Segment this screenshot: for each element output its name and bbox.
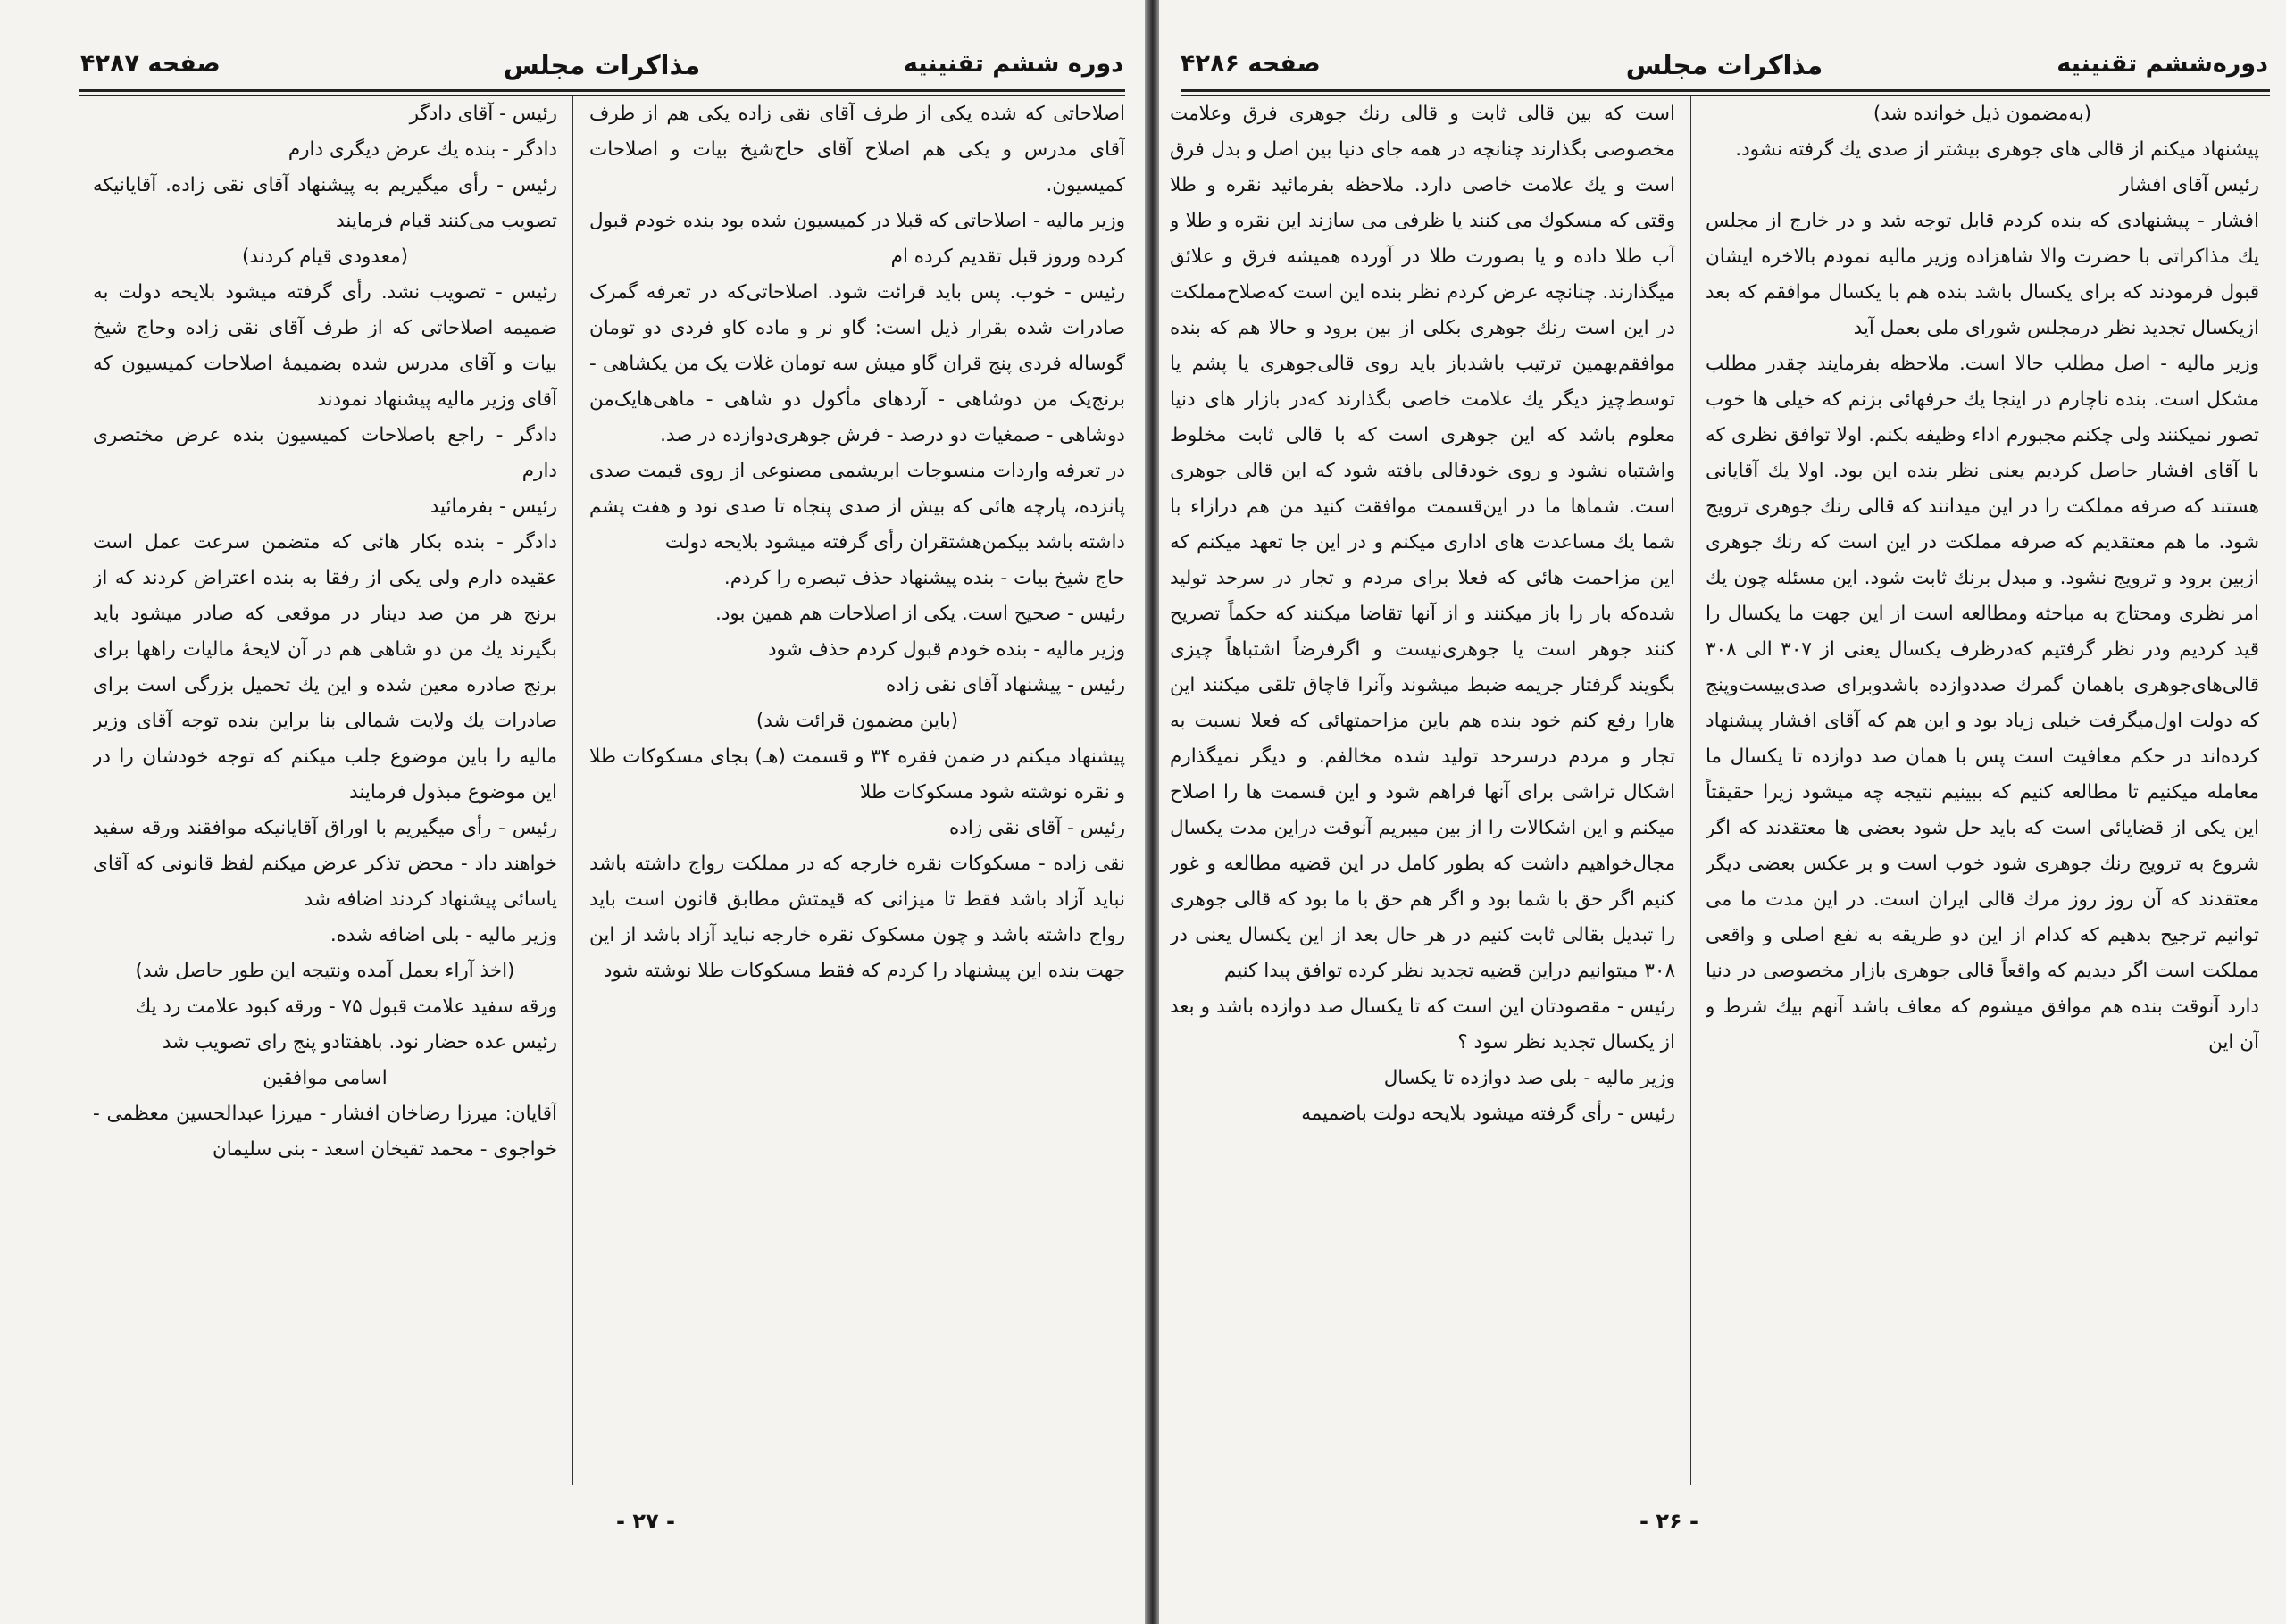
centered-note: (اخذ آراء بعمل آمده ونتیجه این طور حاصل شد)	[135, 960, 515, 982]
paragraph: رئیس - رأی میگیریم به پیشنهاد آقای نقی زاده. آقایانیکه تصویب می‌کنند قیام فرمایند	[93, 174, 557, 232]
paragraph: پیشنهاد میکنم در ضمن فقره ۳۴ و قسمت (هـ) بجای مسکوکات طلا و نقره نوشته شود مسکوکات طلا	[589, 745, 1125, 804]
paragraph: رئیس - رأی گرفته میشود بلایحه دولت باضمیمه	[1301, 1103, 1675, 1125]
paragraph: رئیس - رأی میگیریم با اوراق آقایانیکه موافقند ورقه سفید خواهند داد - محض تذکر عرض میکنم لفظ قانونی که آقای یاسائی پیشنهاد کردند اضافه شد	[93, 817, 557, 911]
paragraph: حاج شیخ بیات - بنده پیشنهاد حذف تبصره را کردم.	[723, 567, 1125, 589]
column-divider	[572, 96, 573, 1485]
paragraph: رئیس - خوب. پس باید قرائت شود. اصلاحاتی‌که در تعرفه گمرک صادرات شده بقرار ذیل است: گاو نر و ماده کاو فردی دو تومان گوساله فردی پنج قران گاو میش سه تومان غلات یک من یکشاهی - برنج‌یک من دوشاهی - آردهای مأکول دو شاهی - ماهی‌ها‌یک‌من دوشاهی - صمغیات دو درصد - فرش جوهری‌دوازده در صد.	[589, 281, 1125, 446]
paragraph: رئیس - بفرمائید	[430, 496, 557, 518]
page-header	[1181, 43, 2268, 89]
paragraph: رئیس - مقصودتان این است که تا یکسال صد دوازده باشد و بعد از یکسال تجدید نظر سود ؟	[1170, 995, 1675, 1054]
centered-note: (به‌مضمون ذیل خوانده شد)	[1873, 103, 2092, 125]
paragraph: وزیر مالیه - اصلاحاتی که قبلا در کمیسیون شده بود بنده خودم قبول کرده وروز قبل تقدیم کرده ام	[589, 210, 1125, 268]
paragraph: دادگر - بنده یك عرض دیگری دارم	[288, 138, 557, 161]
paragraph: وزیر مالیه - بلی اضافه شده.	[330, 924, 557, 946]
page-number-label: صفحه ۴۲۸۶	[1181, 50, 1321, 78]
paragraph: آقایان: میرزا رضاخان افشار - میرزا عبدالحسین معظمی - خواجوی - محمد تقیخان اسعد - بنی سلیمان	[93, 1103, 557, 1161]
text-column-right	[1706, 96, 2259, 1485]
paragraph: رئیس - آقای نقی زاده	[949, 817, 1125, 839]
paragraph: اصلاحاتی که شده یکی از طرف آقای نقی زاده یکی هم از طرف آقای مدرس و یکی هم اصلاح آقای حاج‌شیخ بیات و اصلاحات کمیسیون.	[589, 103, 1125, 196]
session-series: دوره‌ششم تقنینیه	[2057, 50, 2268, 78]
column-divider	[1690, 96, 1691, 1485]
page-footer-number: - ۲۷ -	[616, 1509, 675, 1534]
paragraph: وزیر مالیه - بلی صد دوازده تا یکسال	[1383, 1067, 1675, 1089]
paragraph: وزیر مالیه - اصل مطلب حالا است. ملاحظه بفرمایند چقدر مطلب مشکل است. بنده ناچارم در اینجا یك حرفهائی بزنم که خیلی ها خوب تصور نمیکنند ولی چکنم مجبورم اداء وظیفه بکنم. اولا توافق نظری که با آقای افشار حاصل کردیم یعنی نظر بنده این بود. اولا یك آقایانی هستند که صرفه مملکت را در این میدانند که قالی رنك جوهری ترویج شود. ما هم معتقدیم که صرفه مملکت در این است که رنك جوهری ازبین برود و ترویج نشود. و مبدل برنك ثابت شود. این مسئله چون یك امر نظری ومحتاج به مباحثه ومطالعه است از این جهت ما یکسال را قید کردیم ودر نظر گرفتیم که‌درظرف یکسال یعنی از ۳۰۷ الی ۳۰۸ قالی‌های‌جوهری باهمان گمرك صددوازده باشدوبرای صدی‌بیست‌وپنج که دولت اول‌میگرفت خیلی زیاد بود و این هم که آقای افشار پیشنهاد کرده‌اند در حکم معافیت است پس با همان صد دوازده تا یکسال ما معامله میکنیم تا مطالعه کنیم که ببینیم نتیجه چه میشود زیرا حقیقتاً این یکی از قضایائی است که باید حل شود بعضی ها معتقدند که اگر شروع به ترویج رنك جوهری شود خوب است و بر عکس بعضی دیگر معتقدند که آن روز روز مرك قالی ایران است. در این مدت ما می توانیم ترجیح بدهیم که کدام از این دو طریقه به نفع اصلی و واقعی مملکت است اگر دیدیم که واقعاً قالی جوهری بازار مخصوصی در دنیا دارد آنوقت بنده هم موافق میشوم که معاف باشد آنهم بیك شرط و آن این	[1706, 353, 2259, 1054]
centered-note: اسامی موافقین	[263, 1067, 388, 1089]
paragraph: دادگر - راجع باصلاحات کمیسیون بنده عرض مختصری دارم	[93, 424, 557, 482]
session-series: دوره ششم تقنینیه	[903, 50, 1123, 78]
paragraph: رئیس - آقای دادگر	[409, 103, 557, 125]
running-title: مذاکرات مجلس	[503, 50, 701, 80]
centered-note: (معدودی قیام کردند)	[242, 246, 408, 268]
paragraph: دادگر - بنده بکار هائی که متضمن سرعت عمل است عقیده دارم ولی یکی از رفقا به بنده اعتراض کردند که از برنج هر من صد دینار در موقعی که صادر میشود باید بگیرند یك من دو شاهی هم در آن لایحهٔ مالیات راهها برای برنج صادره معین شده و این یك تحمیل بزرگی است برای صادرات یك ولایت شمالی بنا براین بنده توجه آقای وزیر مالیه را باین موضوع جلب میکنم که توجه خودشان را در این موضوع مبذول فرمایند	[93, 531, 557, 804]
header-rule	[1181, 89, 2270, 96]
text-column-left	[1170, 96, 1675, 1485]
paragraph: افشار - پیشنهادی که بنده کردم قابل توجه شد و در خارج از مجلس یك مذاکراتی با حضرت والا شاهزاده وزیر مالیه نمودم بالاخره ایشان قبول فرمودند که برای یکسال باشد بنده هم با یکسال موافقم که بعد ازیکسال تجدید نظر درمجلس شورای ملی بعمل آید	[1706, 210, 2259, 339]
running-title: مذاکرات مجلس	[1625, 50, 1823, 80]
header-rule	[79, 89, 1125, 96]
paragraph: وزیر مالیه - بنده خودم قبول کردم حذف شود	[767, 638, 1125, 661]
page-number-label: صفحه ۴۲۸۷	[80, 50, 221, 78]
paragraph: نقی زاده - مسکوکات نقره خارجه که در مملکت رواج داشته باشد نباید آزاد باشد فقط تا میزانی که قیمتش مطابق قانون است باید رواج داشته باشد و چون مسکوک نقره خارجه نباید آزاد باشد از این جهت بنده این پیشنهاد را کردم که فقط مسکوکات طلا نوشته شود	[589, 853, 1125, 982]
text-column-left	[93, 96, 557, 1485]
right-page	[1159, 0, 2286, 1624]
centered-note: (باین مضمون قرائت شد)	[755, 710, 959, 732]
paragraph: پیشنهاد میکنم از قالی های جوهری بیشتر از صدی یك گرفته نشود.	[1735, 138, 2259, 161]
page-header	[80, 43, 1123, 89]
paragraph: است که بین قالی ثابت و قالی رنك جوهری فرق وعلامت مخصوصی بگذارند چنانچه در همه جای دنیا بین اصل و بدل فرق است و یك علامت خاصی دارد. ملاحظه بفرمائید نقره و طلا وقتی که مسکوك می کنند یا ظرفی می سازند این نقره و طلا و آب طلا داده و یا بصورت طلا در آورده همیشه فرق و علائق میگذارند. چنانچه عرض کردم نظر بنده این است که‌صلاح‌مملکت در این است رنك جوهری بکلی از بین برود و حالا هم که بنده موافقم‌بهمین ترتیب باشد‌باز باید روی قالی‌جوهری یا پشم یا توسط‌چیز دیگر یك علامت خاصی بگذارند که‌در بازار های دنیا معلوم باشد که این جوهری است که با قالی ثابت مخلوط واشتباه نشود و روی خودقالی بافته شود که این قالی جوهری است. شماها ما در این‌قسمت موافقت کنید من هم درازاء با شما یك مساعدت های اداری میکنم و در این جا تعهد میکنم که این مزاحمت هائی که فعلا برای مردم و تجار در سرحد تولید شده‌که بار را باز میکنند و از آنها تقاضا میکنند که حکماً تصریح کنند جوهر است یا جوهری‌نیست و اگرفرضاً اشتباهاً چیزی بگویند گرفتار جریمه ضبط میشوند وآنرا قاچاق تلقی میکنند این هارا رفع کنم خود بنده هم باین مزاحمتهائی که فعلا نسبت به تجار و مردم درسرحد تولید شده مخالفم. و دیگر نمیگذارم اشکال تراشی برای آنها فراهم شود و این قسمت ها را اصلاح میکنم و این اشکالات را از بین میبریم آنوقت دراین مدت یکسال مجال‌خواهیم داشت که بطور کامل در این قضیه مطالعه و غور کنیم اگر حق با شما بود و اگر هم حق با ما بود که قالی جوهری را تبدیل بقالی ثابت کنیم در هر حال بعد از این یکسال یعنی در ۳۰۸ میتوانیم دراین قضیه تجدید نظر کرده توافق پیدا کنیم	[1170, 103, 1675, 982]
paragraph: رئیس - پیشنهاد آقای نقی زاده	[886, 674, 1125, 696]
book-gutter	[1145, 0, 1159, 1624]
paragraph: رئیس - صحیح است. یکی از اصلاحات هم همین بود.	[714, 603, 1125, 625]
paragraph: رئیس عده حضار نود. باهفتادو پنج رای تصویب شد	[162, 1031, 557, 1054]
paragraph: در تعرفه واردات منسوجات ابریشمی مصنوعی از روی قیمت صدی پانزده، پارچه هائی که بیش از صدی پنجاه تا صدی نود و هفت پشم داشته باشد بیکمن‌هشتقران رأی گرفته میشود بلایحه دولت	[589, 460, 1125, 554]
paragraph: رئیس - تصویب نشد. رأی گرفته میشود بلایحه دولت به ضمیمه اصلاحاتی که از طرف آقای نقی زاده وحاج شیخ بیات و آقای مدرس شده بضمیمهٔ اصلاحات کمیسیون که آقای وزیر مالیه پیشنهاد نمودند	[93, 281, 557, 411]
text-column-right	[589, 96, 1125, 1485]
paragraph: رئیس آقای افشار	[2120, 174, 2259, 196]
paragraph: ورقه سفید علامت قبول ۷۵ - ورقه کبود علامت رد یك	[135, 995, 557, 1018]
page-footer-number: - ۲۶ -	[1639, 1509, 1698, 1534]
